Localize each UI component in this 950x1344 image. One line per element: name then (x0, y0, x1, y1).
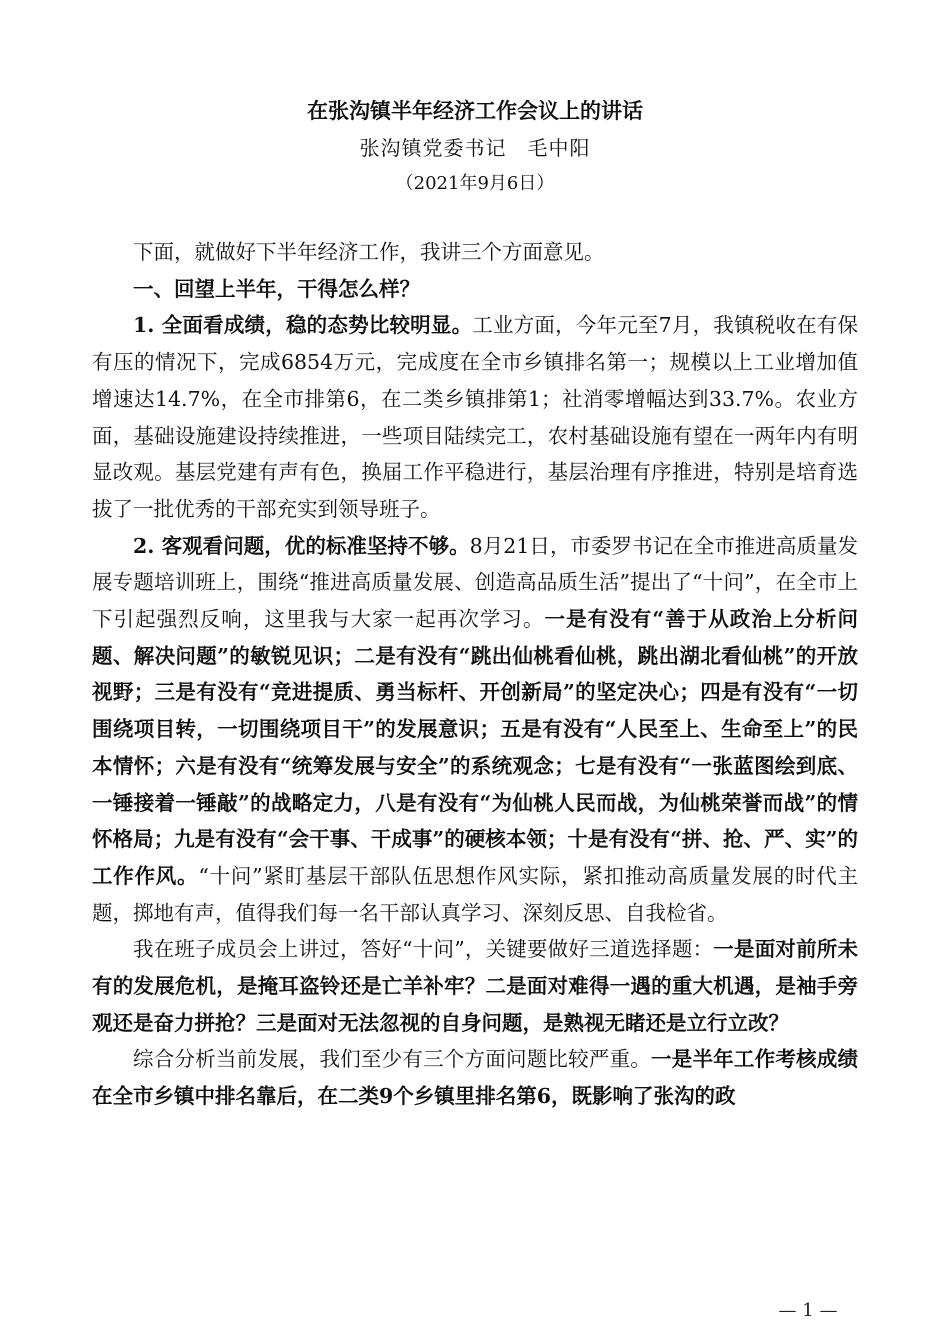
paragraph-body: “十问”紧盯基层干部队伍思想作风实际，紧扣推动高质量发展的时代主题，掷地有声，值得我们每一名干部认真学习、深刻反思、自我检省。 (92, 863, 858, 925)
paragraph-body: 工业方面，今年元至7月，我镇税收在有保有压的情况下，完成6854万元，完成度在全市乡镇排名第一；规模以上工业增加值增速达14.7%，在全市排第6，在二类乡镇排第1；社消零增幅达到33.7%。农业方面，基础设施建设持续推进，一些项目陆续完工，农村基础设施有望在一两年内有明显改观。基层党建有声有色，换届工作平稳进行，基层治理有序推进，特别是培育选拔了一批优秀的干部充实到领导班子。 (92, 313, 858, 521)
paragraph-issues (92, 1041, 858, 1114)
paragraph-choices (92, 931, 858, 1041)
three-choices: 一是面对前所未有的发展危机，是掩耳盗铃还是亡羊补牢？二是面对难得一遇的重大机遇，是袖手旁观还是奋力拼抢？三是面对无法忽视的自身问题，是熟视无睹还是立行立改？ (92, 937, 859, 1035)
document-author: 张沟镇党委书记 毛中阳 (359, 136, 591, 160)
intro-paragraph: 下面，就做好下半年经济工作，我讲三个方面意见。 (133, 240, 605, 264)
paragraph-problems (92, 528, 858, 932)
paragraph-body: 我在班子成员会上讲过，答好“十问”，关键要做好三道选择题： (133, 937, 714, 962)
paragraph-lead: 1. 全面看成绩，稳的态势比较明显。 (133, 313, 473, 338)
section-heading-1: 一、回望上半年，干得怎么样？ (133, 276, 420, 301)
paragraph-body: 综合分析当前发展，我们至少有三个方面问题比较严重。 (133, 1047, 652, 1072)
paragraph-achievements (92, 307, 858, 527)
paragraph-body: 8月21日，市委罗书记在全市推进高质量发展专题培训班上，围绕“推进高质量发展、创造高品质生活”提出了“十问”，在全市上下引起强烈反响，这里我与大家一起再次学习。 (92, 533, 858, 632)
document-page (92, 92, 858, 1115)
spacer (92, 202, 858, 234)
document-date: （2021年9月6日） (395, 173, 555, 194)
paragraph-lead: 2. 客观看问题，优的标准坚持不够。 (133, 533, 470, 558)
issue-one: 一是半年工作考核成绩在全市乡镇中排名靠后，在二类9个乡镇里排名第6，既影响了张沟的政 (92, 1047, 859, 1109)
document-title: 在张沟镇半年经济工作会议上的讲话 (307, 98, 643, 123)
ten-questions-list: 一是有没有“善于从政治上分析问题、解决问题”的敏锐见识；二是有没有“跳出仙桃看仙桃，跳出湖北看仙桃”的开放视野；三是有没有“竞进提质、勇当标杆、开创新局”的坚定决心；四是有没有“一切围绕项目转，一切围绕项目干”的发展意识；五是有没有“人民至上、生命至上”的民本情怀；六是有没有“统筹发展与安全”的系统观念；七是有没有“一张蓝图绘到底、一锤接着一锤敲”的战略定力，八是有没有“为仙桃人民而战，为仙桃荣誉而战”的情怀格局；九是有没有“会干事、干成事”的硬核本领；十是有没有“拼、抢、严、实”的工作作风。 (92, 607, 859, 888)
page-number: — 1 — (778, 1300, 838, 1321)
